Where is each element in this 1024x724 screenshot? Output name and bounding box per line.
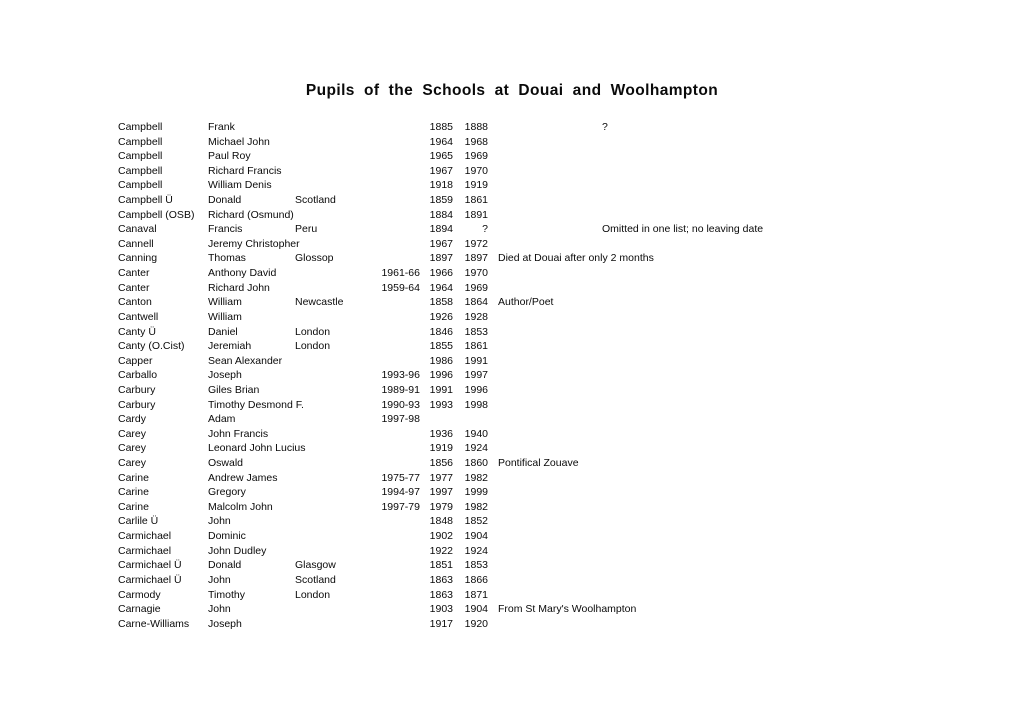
cell-left: 1920 <box>464 617 488 630</box>
cell-forename: Gregory <box>208 486 246 499</box>
table-row <box>118 369 1018 384</box>
cell-left: 1969 <box>464 150 488 163</box>
cell-surname: Campbell <box>118 121 163 133</box>
cell-surname: Campbell Ü <box>118 194 173 207</box>
table-row <box>118 486 1018 501</box>
cell-forename: Joseph <box>208 369 242 382</box>
cell-forename: Richard John <box>208 281 270 294</box>
table-row <box>118 311 1018 326</box>
cell-left: 1919 <box>464 179 488 192</box>
cell-surname: Carmody <box>118 588 161 601</box>
cell-place: London <box>295 588 331 601</box>
cell-left: 1904 <box>464 530 488 543</box>
cell-left: 1982 <box>464 471 488 484</box>
cell-left: 1871 <box>464 588 488 601</box>
cell-prep: 1997-98 <box>381 413 420 426</box>
cell-entered: 1922 <box>429 544 453 557</box>
cell-left: 1866 <box>464 573 488 586</box>
cell-entered: 1996 <box>429 369 453 382</box>
cell-left: 1891 <box>464 208 488 221</box>
cell-left: 1940 <box>464 427 488 440</box>
cell-surname: Carballo <box>118 369 158 382</box>
cell-entered: 1856 <box>429 457 453 470</box>
cell-forename: Adam <box>208 413 236 426</box>
cell-surname: Carne-Williams <box>118 617 190 630</box>
table-row <box>118 384 1018 399</box>
cell-place: Scotland <box>295 573 336 586</box>
cell-entered: 1903 <box>429 603 453 616</box>
table-row <box>118 442 1018 457</box>
cell-forename: William <box>208 310 242 323</box>
cell-surname: Carmichael <box>118 530 172 543</box>
cell-entered: 1936 <box>429 427 453 440</box>
table-row <box>118 355 1018 370</box>
cell-forename: John <box>208 603 231 616</box>
cell-surname: Campbell <box>118 150 163 163</box>
table-row <box>118 428 1018 443</box>
cell-entered: 1859 <box>429 194 453 207</box>
cell-left: 1853 <box>464 325 488 338</box>
cell-left: 1888 <box>464 121 488 133</box>
cell-entered: 1991 <box>429 383 453 396</box>
cell-note_far: ? <box>602 121 608 133</box>
cell-surname: Carbury <box>118 398 156 411</box>
cell-entered: 1863 <box>429 588 453 601</box>
cell-entered: 1902 <box>429 530 453 543</box>
cell-note: From St Mary's Woolhampton <box>498 603 637 616</box>
cell-surname: Carine <box>118 486 149 499</box>
table-row <box>118 501 1018 516</box>
cell-surname: Capper <box>118 354 153 367</box>
cell-forename: Malcolm John <box>208 500 273 513</box>
cell-note: Author/Poet <box>498 296 554 309</box>
cell-entered: 1863 <box>429 573 453 586</box>
cell-left: 1852 <box>464 515 488 528</box>
cell-place: Peru <box>295 223 318 236</box>
table-row <box>118 267 1018 282</box>
cell-surname: Campbell (OSB) <box>118 208 195 221</box>
table-row <box>118 589 1018 604</box>
cell-left: 1861 <box>464 194 488 207</box>
table-row <box>118 150 1018 165</box>
cell-forename: Giles Brian <box>208 383 260 396</box>
cell-left: 1924 <box>464 442 488 455</box>
table-row <box>118 472 1018 487</box>
cell-prep: 1959-64 <box>381 281 420 294</box>
cell-note: Pontifical Zouave <box>498 457 579 470</box>
cell-forename: Frank <box>208 121 235 133</box>
cell-surname: Carmichael Ü <box>118 573 182 586</box>
cell-left: ? <box>482 223 488 236</box>
table-row <box>118 559 1018 574</box>
cell-entered: 1965 <box>429 150 453 163</box>
cell-entered: 1997 <box>429 486 453 499</box>
cell-place: Scotland <box>295 194 336 207</box>
cell-left: 1853 <box>464 559 488 572</box>
cell-surname: Carmichael Ü <box>118 559 182 572</box>
cell-entered: 1919 <box>429 442 453 455</box>
cell-left: 1924 <box>464 544 488 557</box>
cell-entered: 1851 <box>429 559 453 572</box>
cell-surname: Carine <box>118 471 149 484</box>
cell-surname: Campbell <box>118 179 163 192</box>
cell-forename: John Dudley <box>208 544 267 557</box>
cell-place: London <box>295 340 331 353</box>
table-row <box>118 603 1018 618</box>
table-row <box>118 574 1018 589</box>
cell-prep: 1994-97 <box>381 486 420 499</box>
cell-entered: 1967 <box>429 164 453 177</box>
table-row <box>118 136 1018 151</box>
cell-place: London <box>295 325 331 338</box>
cell-surname: Carey <box>118 427 147 440</box>
cell-left: 1904 <box>464 603 488 616</box>
table-row <box>118 223 1018 238</box>
cell-forename: Richard Francis <box>208 164 282 177</box>
cell-forename: Daniel <box>208 325 238 338</box>
table-row <box>118 296 1018 311</box>
cell-entered: 1986 <box>429 354 453 367</box>
page-title: Pupils of the Schools at Douai and Woolhampton <box>305 82 719 99</box>
cell-forename: Timothy Desmond F. <box>208 398 304 411</box>
cell-entered: 1855 <box>429 340 453 353</box>
cell-entered: 1979 <box>429 500 453 513</box>
pupils-table <box>118 121 1018 632</box>
cell-forename: Oswald <box>208 457 244 470</box>
cell-surname: Cantwell <box>118 310 159 323</box>
table-row <box>118 179 1018 194</box>
cell-forename: John Francis <box>208 427 269 440</box>
cell-forename: Dominic <box>208 530 246 543</box>
cell-forename: Michael John <box>208 135 270 148</box>
cell-prep: 1975-77 <box>381 471 420 484</box>
cell-surname: Canter <box>118 267 150 280</box>
cell-forename: Timothy <box>208 588 245 601</box>
cell-surname: Cannell <box>118 237 154 250</box>
cell-left: 1864 <box>464 296 488 309</box>
cell-forename: Leonard John Lucius <box>208 442 306 455</box>
cell-note_far: Omitted in one list; no leaving date <box>602 223 764 236</box>
cell-forename: John <box>208 515 231 528</box>
cell-forename: Richard (Osmund) <box>208 208 294 221</box>
cell-surname: Canty (O.Cist) <box>118 340 185 353</box>
cell-entered: 1977 <box>429 471 453 484</box>
cell-entered: 1917 <box>429 617 453 630</box>
cell-entered: 1966 <box>429 267 453 280</box>
table-row <box>118 238 1018 253</box>
table-row <box>118 457 1018 472</box>
cell-surname: Carlile Ü <box>118 515 159 528</box>
cell-surname: Carmichael <box>118 544 172 557</box>
cell-left: 1897 <box>464 252 488 265</box>
cell-entered: 1967 <box>429 237 453 250</box>
cell-left: 1972 <box>464 237 488 250</box>
cell-left: 1970 <box>464 164 488 177</box>
cell-surname: Canning <box>118 252 158 265</box>
cell-forename: Anthony David <box>208 267 277 280</box>
cell-forename: Donald <box>208 194 242 207</box>
cell-surname: Campbell <box>118 135 163 148</box>
cell-left: 1982 <box>464 500 488 513</box>
table-row <box>118 515 1018 530</box>
cell-surname: Carbury <box>118 383 156 396</box>
cell-surname: Carey <box>118 457 147 470</box>
cell-entered: 1885 <box>429 121 453 133</box>
cell-forename: Jeremy Christopher <box>208 237 300 250</box>
cell-forename: Andrew James <box>208 471 278 484</box>
cell-entered: 1894 <box>429 223 453 236</box>
cell-entered: 1926 <box>429 310 453 323</box>
cell-prep: 1961-66 <box>381 267 420 280</box>
cell-forename: Sean Alexander <box>208 354 283 367</box>
table-row <box>118 399 1018 414</box>
cell-prep: 1989-91 <box>381 383 420 396</box>
table-row <box>118 194 1018 209</box>
cell-left: 1991 <box>464 354 488 367</box>
cell-forename: William <box>208 296 242 309</box>
cell-forename: John <box>208 573 231 586</box>
cell-left: 1999 <box>464 486 488 499</box>
cell-surname: Canaval <box>118 223 157 236</box>
cell-entered: 1884 <box>429 208 453 221</box>
cell-prep: 1990-93 <box>381 398 420 411</box>
cell-left: 1969 <box>464 281 488 294</box>
cell-prep: 1993-96 <box>381 369 420 382</box>
table-row <box>118 282 1018 297</box>
cell-surname: Carnagie <box>118 603 161 616</box>
cell-entered: 1918 <box>429 179 453 192</box>
cell-left: 1968 <box>464 135 488 148</box>
cell-left: 1928 <box>464 310 488 323</box>
cell-surname: Cardy <box>118 413 147 426</box>
table-row <box>118 165 1018 180</box>
cell-place: Newcastle <box>295 296 344 309</box>
cell-forename: Donald <box>208 559 242 572</box>
cell-entered: 1846 <box>429 325 453 338</box>
cell-left: 1998 <box>464 398 488 411</box>
table-row <box>118 618 1018 633</box>
cell-surname: Carine <box>118 500 149 513</box>
cell-place: Glossop <box>295 252 334 265</box>
cell-entered: 1964 <box>429 135 453 148</box>
cell-forename: Thomas <box>208 252 246 265</box>
cell-surname: Campbell <box>118 164 163 177</box>
table-row <box>118 121 1018 136</box>
cell-entered: 1964 <box>429 281 453 294</box>
cell-note: Died at Douai after only 2 months <box>498 252 654 265</box>
cell-left: 1997 <box>464 369 488 382</box>
cell-surname: Carey <box>118 442 147 455</box>
table-row <box>118 252 1018 267</box>
cell-place: Glasgow <box>295 559 336 572</box>
cell-entered: 1858 <box>429 296 453 309</box>
cell-forename: William Denis <box>208 179 272 192</box>
cell-left: 1996 <box>464 383 488 396</box>
table-row <box>118 340 1018 355</box>
cell-left: 1970 <box>464 267 488 280</box>
cell-forename: Joseph <box>208 617 242 630</box>
cell-prep: 1997-79 <box>381 500 420 513</box>
cell-forename: Jeremiah <box>208 340 252 353</box>
cell-entered: 1848 <box>429 515 453 528</box>
table-row <box>118 326 1018 341</box>
cell-entered: 1993 <box>429 398 453 411</box>
table-row <box>118 530 1018 545</box>
cell-forename: Francis <box>208 223 243 236</box>
cell-left: 1860 <box>464 457 488 470</box>
cell-surname: Canty Ü <box>118 325 156 338</box>
cell-surname: Canter <box>118 281 150 294</box>
cell-left: 1861 <box>464 340 488 353</box>
table-row <box>118 413 1018 428</box>
cell-forename: Paul Roy <box>208 150 251 163</box>
cell-surname: Canton <box>118 296 152 309</box>
table-row <box>118 545 1018 560</box>
table-row <box>118 209 1018 224</box>
cell-entered: 1897 <box>429 252 453 265</box>
